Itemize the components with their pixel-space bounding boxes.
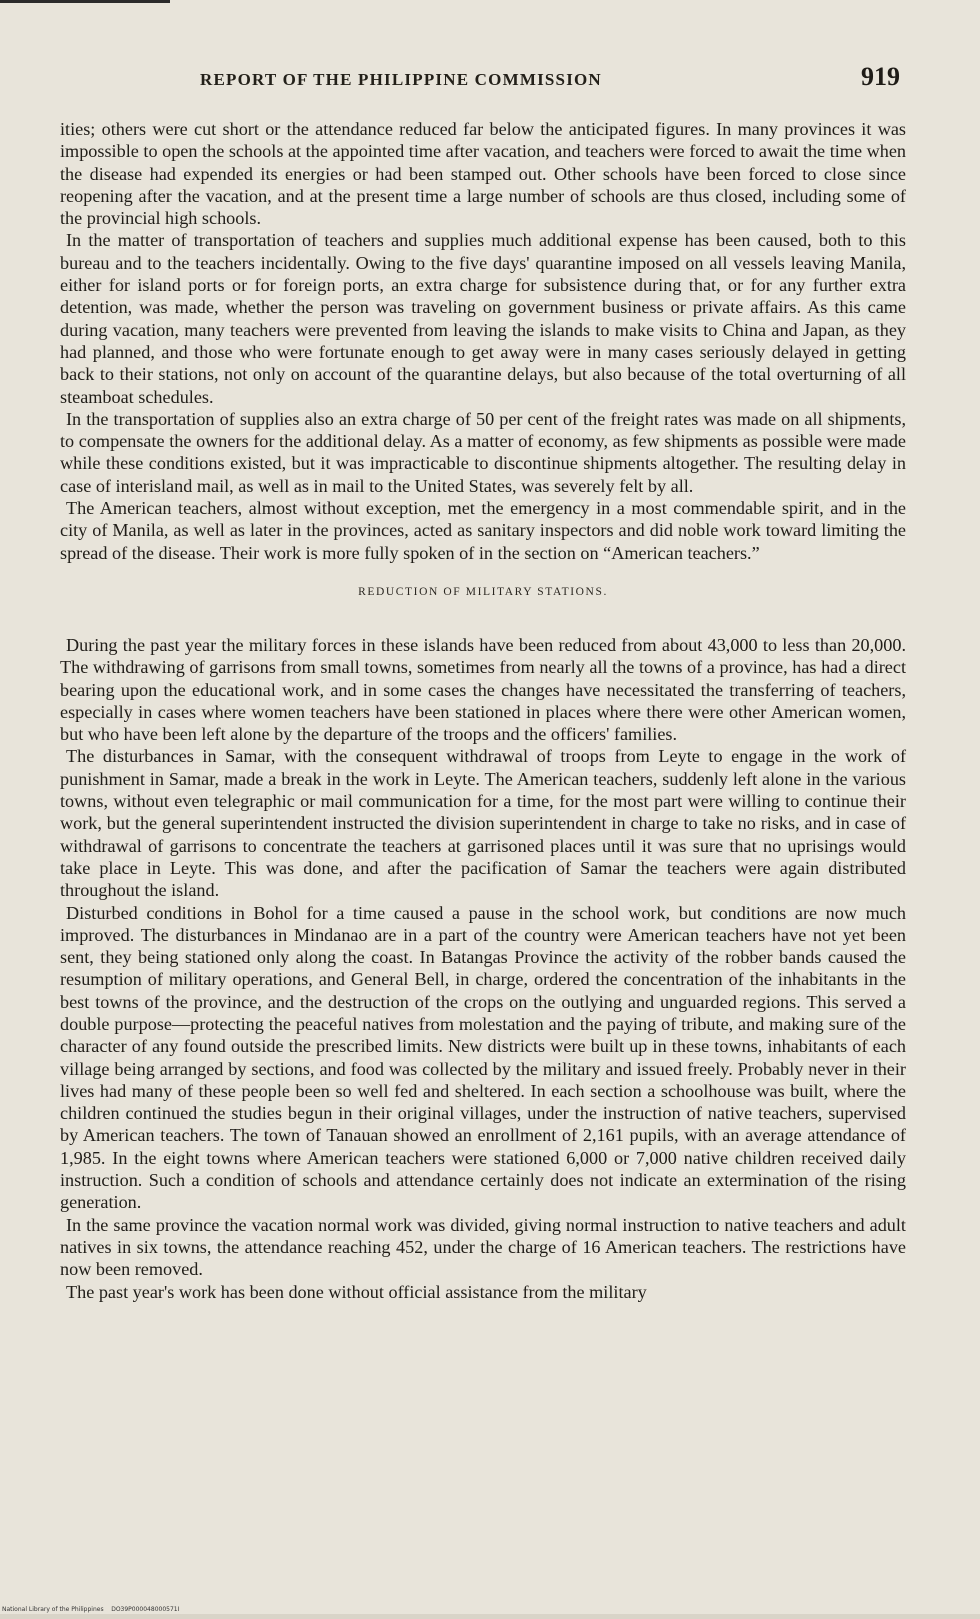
paragraph: In the transportation of supplies also an extra charge of 50 per cent of the freight rates was made on all shipments, to compensate the owners for the additional delay. As a matter of economy, as few shipments as possible were made while these conditions existed, but it was impracticable to discontinue shipments altogether. The resulting delay in case of interisland mail, as well as in mail to the United States, was severely felt by all.: [60, 408, 906, 496]
paragraph: In the matter of transportation of teachers and supplies much additional expense has been caused, both to this bureau and to the teachers incidentally. Owing to the five days' quarantine imposed on all vessels leaving Manila, either for island ports or for foreign ports, an extra charge for subsistence during that, or for any further extra detention, was made, whether the person was traveling on government business or private affairs. As this came during vacation, many teachers were prevented from leaving the islands to make visits to China and Japan, as they had planned, and those who were fortunate enough to get away were in many cases seriously delayed in getting back to their stations, not only on account of the quarantine delays, but also because of the total overturning of all steamboat schedules.: [60, 230, 906, 407]
paragraph: The past year's work has been done without official assistance from the military: [66, 1281, 647, 1302]
body-text: [60, 118, 906, 1303]
top-edge-rule: [0, 0, 170, 3]
paragraph: During the past year the military forces in these islands have been reduced from about 43,000 to less than 20,000. The withdrawing of garrisons from small towns, sometimes from nearly all the towns of a province, has had a direct bearing upon the educational work, and in some cases the changes have necessitated the transferring of teachers, especially in cases where women teachers have been stationed in places where there were other American women, but who have been left alone by the departure of the troops and the officers' families.: [60, 634, 906, 745]
page-header: [200, 62, 900, 92]
running-title: REPORT OF THE PHILIPPINE COMMISSION: [200, 70, 602, 89]
section-heading: REDUCTION OF MILITARY STATIONS.: [358, 585, 608, 598]
paragraph: ities; others were cut short or the attendance reduced far below the anticipated figures. In many provinces it was impossible to open the schools at the appointed time after vacation, and teachers were forced to await the time when the disease had expended its energies or had been stamped out. Other schools have been forced to close since reopening after the vacation, and at the present time a large number of schools are thus closed, including some of the provincial high schools.: [60, 119, 906, 229]
paragraph: The American teachers, almost without exception, met the emergency in a most commendable spirit, and in the city of Manila, as well as later in the provinces, acted as sanitary inspectors and did noble work toward limiting the spread of the disease. Their work is more fully spoken of in the section on “American teachers.”: [60, 498, 906, 563]
paragraph: The disturbances in Samar, with the consequent withdrawal of troops from Leyte to engage in the work of punishment in Samar, made a break in the work in Leyte. The American teachers, suddenly left alone in the various towns, without even telegraphic or mail communication for a time, for the most part were willing to continue their work, but the general superintendent instructed the division superintendent in charge to take no risks, and in case of withdrawal of garrisons to concentrate the teachers at garrisoned places until it was sure that no uprisings would take place in Leyte. This was done, and after the pacification of Samar the teachers were again distributed throughout the island.: [60, 746, 906, 901]
scan-credit: National Library of the Philippines DO39P000048000571I: [2, 1606, 180, 1613]
bottom-edge-strip: [0, 1614, 980, 1619]
paragraph: In the same province the vacation normal work was divided, giving normal instruction to native teachers and adult natives in six towns, the attendance reaching 452, under the charge of 16 American teachers. The restrictions have now been removed.: [60, 1214, 906, 1280]
page-number: 919: [861, 62, 900, 91]
paragraph: Disturbed conditions in Bohol for a time caused a pause in the school work, but conditions are now much improved. The disturbances in Mindanao are in a part of the country were American teachers have not yet been sent, they being stationed only along the coast. In Batangas Province the activity of the robber bands caused the resumption of military operations, and General Bell, in charge, ordered the concentration of the inhabitants in the best towns of the province, and the destruction of the crops on the outlying and unguarded regions. This served a double purpose—protecting the peaceful natives from molestation and the paying of tribute, and making sure of the character of any found outside the prescribed limits. New districts were built up in these towns, inhabitants of each village being arranged by sections, and food was collected by the military and issued freely. Probably never in their lives had many of these people been so well fed and sheltered. In each section a schoolhouse was built, where the children continued the studies begun in their original villages, under the instruction of native teachers, supervised by American teachers. The town of Tanauan showed an enrollment of 2,161 pupils, with an average attendance of 1,985. In the eight towns where American teachers were stationed 6,000 or 7,000 native children received daily instruction. Such a condition of schools and attendance certainly does not indicate an extermination of the rising generation.: [60, 902, 906, 1213]
